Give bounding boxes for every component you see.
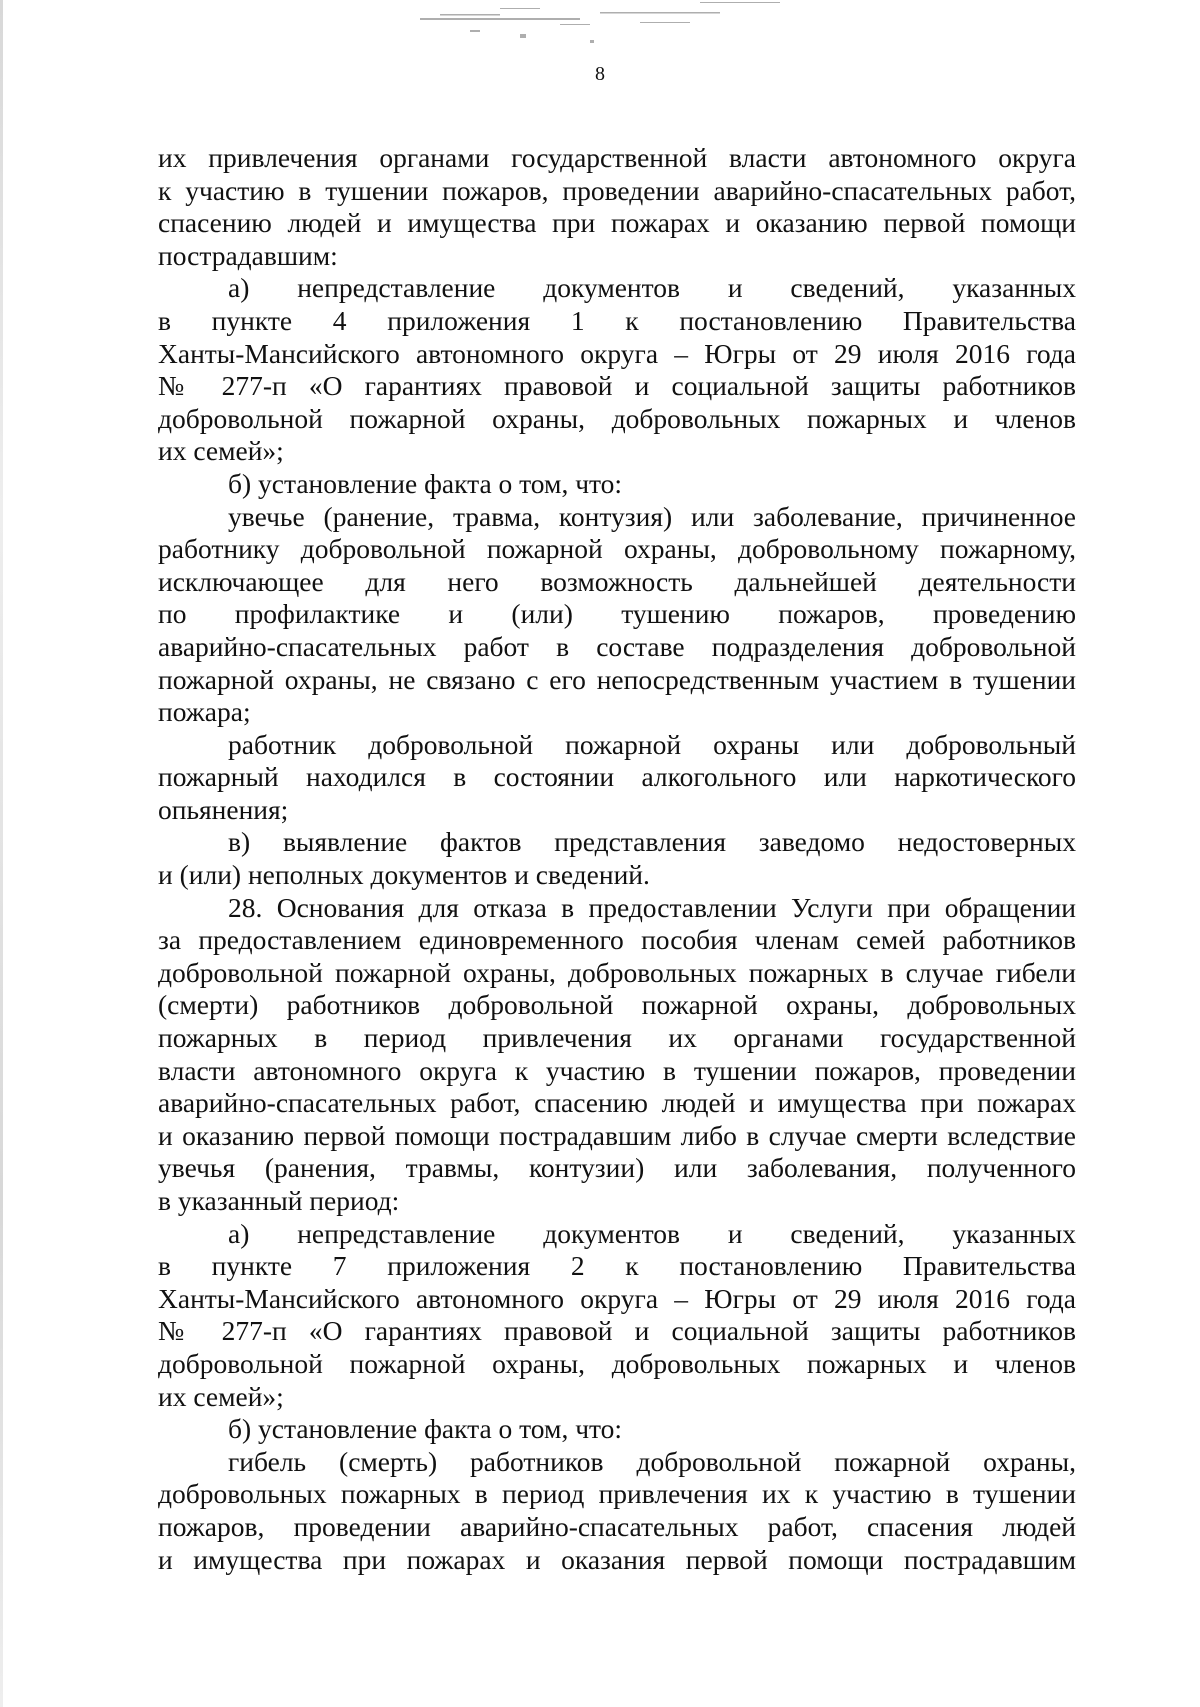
text-line: добровольной пожарной охраны, добровольных пожарных и членов [158, 402, 1076, 434]
text-line: а) непредставление документов и сведений, указанных [228, 272, 1076, 304]
text-line: работник добровольной пожарной охраны или добровольный [228, 728, 1076, 760]
page-number: 8 [595, 63, 605, 85]
text-line: № 277-п «О гарантиях правовой и социальной защиты работников [158, 370, 1076, 402]
text-line: власти автономного округа к участию в тушении пожаров, проведении [158, 1054, 1076, 1086]
text-line: и (или) неполных документов и сведений. [158, 859, 650, 891]
text-line: б) установление факта о том, что: [228, 467, 623, 499]
text-line: в указанный период: [158, 1185, 400, 1216]
text-line: гибель (смерть) работников добровольной пожарной охраны, [228, 1445, 1076, 1477]
text-line: (смерти) работников добровольной пожарной охраны, добровольных [158, 989, 1076, 1021]
text-line: 28. Основания для отказа в предоставлении Услуги при обращении [228, 891, 1076, 923]
text-line: исключающее для него возможность дальнейшей деятельности [158, 565, 1076, 597]
text-line: пожарный находился в состоянии алкогольного или наркотического [158, 761, 1076, 793]
text-line: № 277-п «О гарантиях правовой и социальной защиты работников [158, 1315, 1076, 1347]
text-line: их семей»; [158, 435, 284, 467]
text-line: б) установление факта о том, что: [228, 1413, 623, 1445]
text-line: аварийно-спасательных работ в составе подразделения добровольной [158, 630, 1076, 662]
text-line: добровольной пожарной охраны, добровольных пожарных в случае гибели [158, 956, 1076, 988]
text-line: пожарной охраны, не связано с его непосредственным участием в тушении [158, 663, 1076, 695]
scan-noise-marks [0, 0, 1200, 60]
text-line: в) выявление фактов представления заведомо недостоверных [228, 826, 1076, 858]
text-line: а) непредставление документов и сведений, указанных [228, 1217, 1076, 1249]
text-line: за предоставлением единовременного пособия членам семей работников [158, 924, 1076, 956]
text-line: к участию в тушении пожаров, проведении аварийно-спасательных работ, [158, 174, 1076, 206]
text-line: добровольной пожарной охраны, добровольных пожарных и членов [158, 1347, 1076, 1379]
text-line: их семей»; [158, 1380, 284, 1412]
text-line: добровольных пожарных в период привлечения их к участию в тушении [158, 1478, 1076, 1510]
text-line: увечье (ранение, травма, контузия) или заболевание, причиненное [228, 500, 1076, 532]
text-line: в пункте 4 приложения 1 к постановлению Правительства [158, 304, 1076, 336]
text-line: увечья (ранения, травмы, контузии) или заболевания, полученного [158, 1152, 1076, 1184]
text-line: аварийно-спасательных работ, спасению людей и имущества при пожарах [158, 1087, 1076, 1119]
text-line: пострадавшим: [158, 239, 338, 271]
text-line: работнику добровольной пожарной охраны, добровольному пожарному, [158, 533, 1076, 565]
text-line: и оказанию первой помощи пострадавшим либо в случае смерти вследствие [158, 1119, 1076, 1151]
text-line: пожарных в период привлечения их органами государственной [158, 1022, 1076, 1054]
text-line: Ханты-Мансийского автономного округа – Югры от 29 июля 2016 года [158, 1282, 1076, 1314]
text-line: опьянения; [158, 793, 289, 825]
document-body [158, 142, 1076, 1576]
scan-edge [0, 0, 3, 1707]
text-line: Ханты-Мансийского автономного округа – Югры от 29 июля 2016 года [158, 337, 1076, 369]
text-line: пожаров, проведении аварийно-спасательных работ, спасения людей [158, 1510, 1076, 1542]
text-line: пожара; [158, 696, 251, 728]
text-line: по профилактике и (или) тушению пожаров, проведению [158, 598, 1076, 630]
text-line: и имущества при пожарах и оказания первой помощи пострадавшим [158, 1543, 1076, 1575]
text-line: в пункте 7 приложения 2 к постановлению Правительства [158, 1250, 1076, 1282]
text-line: их привлечения органами государственной власти автономного округа [158, 142, 1076, 173]
text-line: спасению людей и имущества при пожарах и оказанию первой помощи [158, 207, 1076, 239]
